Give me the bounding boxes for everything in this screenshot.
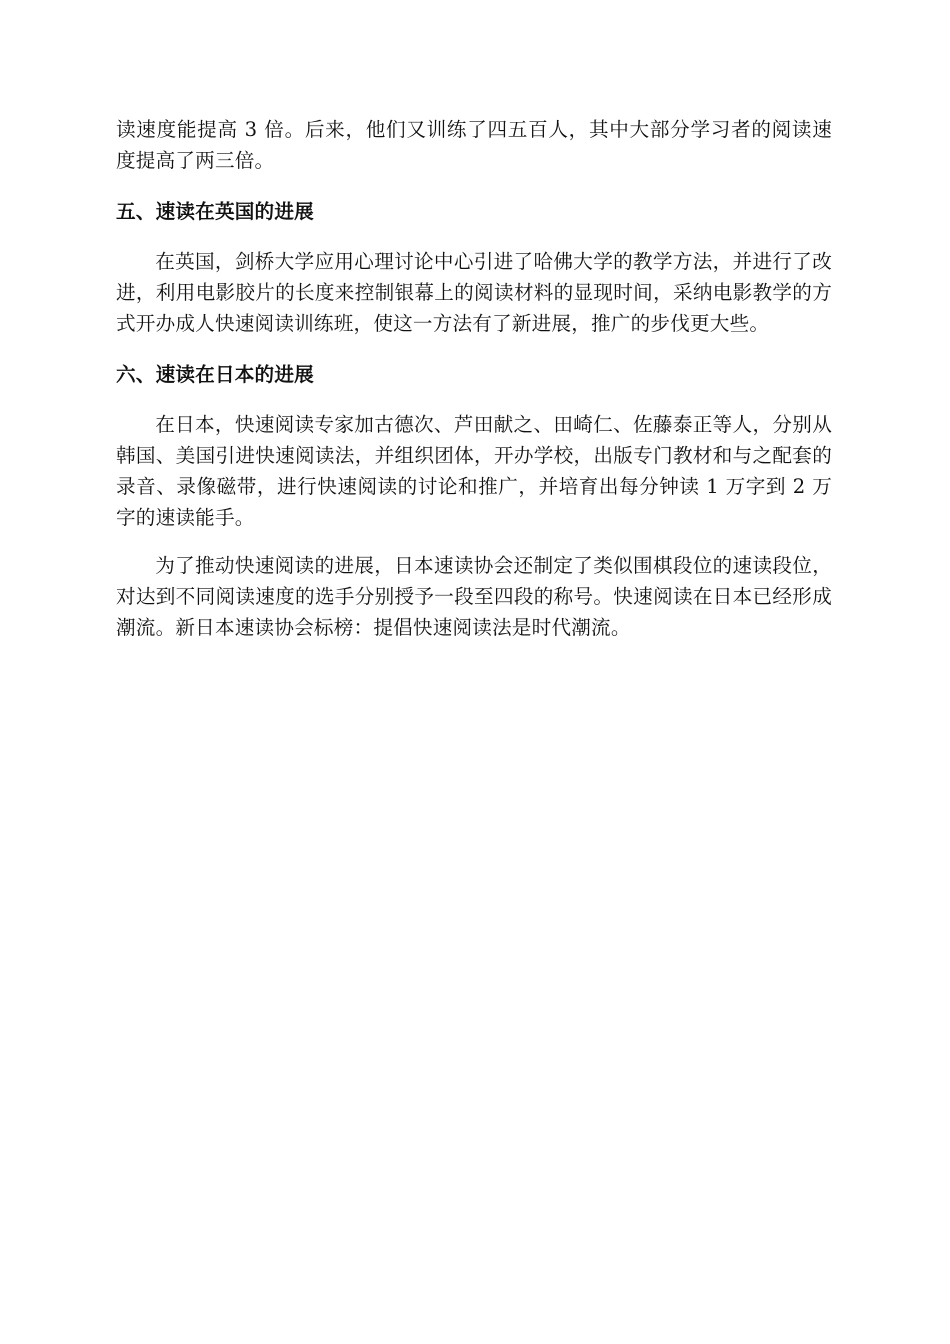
document-body [116, 114, 832, 643]
section-paragraph-uk: 在英国，剑桥大学应用心理讨论中心引进了哈佛大学的教学方法，并进行了改进，利用电影胶片的长度来控制银幕上的阅读材料的显现时间，采纳电影教学的方式开办成人快速阅读训练班，使这一方法有了新进展，推广的步伐更大些。 [116, 250, 832, 335]
section-heading-uk: 五、速读在英国的进展 [116, 200, 314, 223]
section-paragraph-japan-1: 在日本，快速阅读专家加古德次、芦田献之、田崎仁、佐藤泰正等人，分别从韩国、美国引进快速阅读法，并组织团体，开办学校，出版专门教材和与之配套的录音、录像磁带，进行快速阅读的讨论和推广，并培育出每分钟读 1 万字到 2 万字的速读能手。 [116, 413, 832, 529]
intro-paragraph: 读速度能提高 3 倍。后来，他们又训练了四五百人，其中大部分学习者的阅读速度提高了两三倍。 [116, 118, 832, 172]
section-heading-japan: 六、速读在日本的进展 [116, 363, 314, 386]
section-paragraph-japan-2: 为了推动快速阅读的进展，日本速读协会还制定了类似围棋段位的速读段位，对达到不同阅读速度的选手分别授予一段至四段的称号。快速阅读在日本已经形成潮流。新日本速读协会标榜：提倡快速阅读法是时代潮流。 [116, 554, 832, 639]
